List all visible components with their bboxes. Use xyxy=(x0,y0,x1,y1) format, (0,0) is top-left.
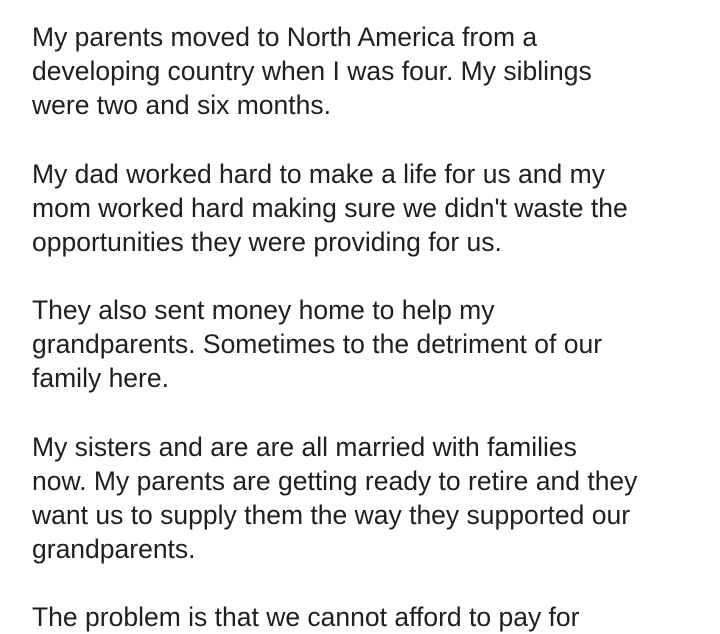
paragraph-line: My sisters and are are all married with families xyxy=(32,432,577,462)
paragraph-line: want us to supply them the way they supported our xyxy=(32,500,631,530)
paragraph-line: grandparents. Sometimes to the detriment of our xyxy=(32,329,603,359)
paragraph-line: My dad worked hard to make a life for us and my xyxy=(32,159,605,189)
paragraph-line: They also sent money home to help my xyxy=(32,295,495,325)
paragraph-line: opportunities they were providing for us. xyxy=(32,227,502,257)
paragraph-4 xyxy=(32,430,637,566)
paragraph-1 xyxy=(32,20,592,122)
paragraph-line: The problem is that we cannot afford to pay for xyxy=(32,602,580,632)
paragraph-line: developing country when I was four. My siblings xyxy=(32,56,592,86)
paragraph-line: My parents moved to North America from a xyxy=(32,22,538,52)
paragraph-line: were two and six months. xyxy=(32,90,331,120)
paragraph-3 xyxy=(32,293,602,395)
paragraph-2 xyxy=(32,157,628,259)
paragraph-5 xyxy=(32,600,579,634)
paragraph-line: grandparents. xyxy=(32,534,196,564)
paragraph-line: family here. xyxy=(32,363,169,393)
paragraph-line: mom worked hard making sure we didn't waste the xyxy=(32,193,628,223)
paragraph-line: now. My parents are getting ready to retire and they xyxy=(32,466,638,496)
